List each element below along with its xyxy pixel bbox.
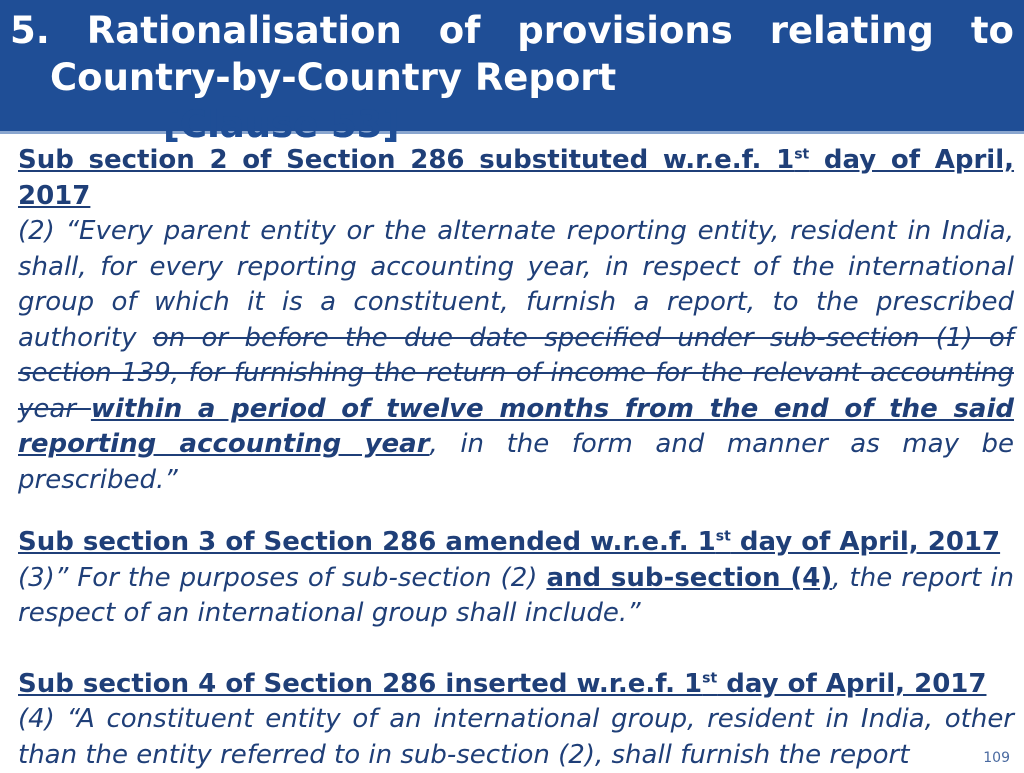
spacer (18, 498, 1014, 525)
text-run: , in the form and manner as may be prescribed.” (18, 429, 1014, 495)
heading-sup: st (715, 528, 731, 545)
title-line-2: Country-by-Country Report (50, 56, 617, 99)
title-line-1 (10, 10, 1014, 52)
section-text (18, 214, 1014, 498)
spacer (18, 632, 1014, 667)
inserted-text: and sub-section (4) (546, 562, 833, 593)
title-word: of (438, 9, 481, 52)
heading-text: Sub section 3 of Section 286 amended w.r.e.f. 1 (18, 527, 716, 557)
heading-sup: st (702, 669, 718, 686)
section-heading (18, 667, 1014, 703)
section-text (18, 561, 1014, 632)
heading-text: Sub section 4 of Section 286 inserted w.r.e.f. 1 (18, 668, 703, 699)
section-text (18, 702, 1014, 773)
deleted-text: on or before the due date specified under sub-section (1) of section 139, for furnishing the return of income for the relevant accounting year (18, 322, 1014, 424)
title-number: 5. (10, 9, 50, 52)
title-word: Rationalisation (86, 9, 402, 52)
inserted-text: within a period of twelve months from the end of the said reporting accounting year (18, 393, 1014, 459)
text-run: (2) “Every parent entity or the alternate reporting entity, resident in India, shall, for every reporting accounting year, in respect of the international group of which it is a constituent, furnish a report, to the prescribed authority (18, 216, 1014, 353)
title-word: provisions (517, 9, 733, 52)
heading-text: Sub section 2 of Section 286 substituted w.r.e.f. 1 (18, 145, 795, 175)
title-clause (163, 104, 399, 146)
section-heading (18, 143, 1014, 214)
slide-body (18, 143, 1014, 773)
heading-sup: st (794, 146, 810, 163)
title-word: relating (769, 9, 934, 52)
section-heading (18, 525, 1014, 561)
text-run: , the report in respect of an international group shall include.” (18, 562, 1014, 628)
heading-text: day of April, 2017 (730, 527, 1001, 557)
slide-number: 109 (983, 750, 1010, 766)
text-run: (4) “A constituent entity of an international group, resident in India, other than the entity referred to in sub-section (2), shall furnish the report (18, 704, 1014, 770)
clause-label: [Clause 53] (163, 103, 400, 146)
title-word: to (970, 9, 1014, 52)
title-banner (0, 0, 1024, 134)
text-run: (3)” For the purposes of sub-section (2) (18, 562, 547, 593)
heading-text: day of April, 2017 (18, 145, 1015, 211)
heading-text: day of April, 2017 (717, 668, 987, 699)
